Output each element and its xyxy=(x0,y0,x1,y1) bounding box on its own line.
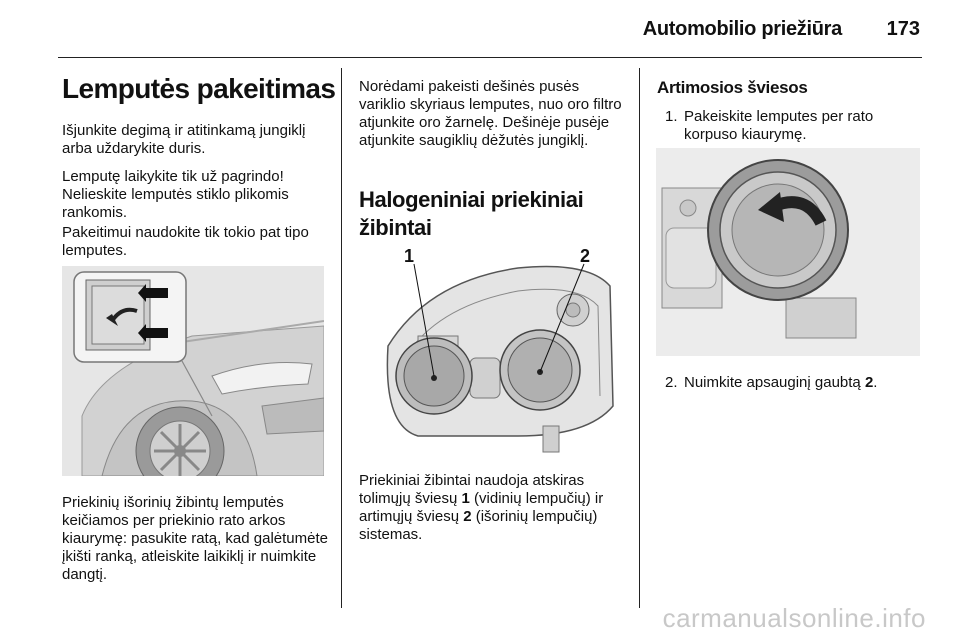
column-divider-1 xyxy=(341,68,342,608)
col2-paragraph-2 xyxy=(359,472,629,544)
headlamp-drawing xyxy=(358,246,620,458)
col1-paragraph-3: Pakeitimui naudokite tik tokio pat tipo lemputes. xyxy=(62,224,309,259)
step-2-text-a: Nuimkite apsauginį gaubtą xyxy=(684,374,865,391)
low-beam-title: Artimosios šviesos xyxy=(657,78,808,97)
section-title: Lemputės pakeitimas xyxy=(62,73,336,104)
car-front-drawing xyxy=(62,266,324,476)
step-2-ref: 2 xyxy=(864,374,874,391)
col2-paragraph-2-text-e: (išorinių lempučių) sistemas. xyxy=(359,508,598,543)
col2-paragraph-2-ref-2: 2 xyxy=(463,508,472,525)
header-rule xyxy=(58,57,922,58)
step-1-text: Pakeiskite lemputes per rato korpuso kiaurymę. xyxy=(684,108,874,143)
col2-paragraph-1: Norėdami pakeisti dešinės pusės variklio skyriaus lemputes, nuo oro filtro atjunkite oro žarnelę. Dešinėje pusėje atjunkite saugiklių dėžutės jungiklį. xyxy=(359,78,622,149)
low-beam-cover-illustration xyxy=(656,148,920,356)
step-2-text-c: . xyxy=(873,374,878,391)
col1-paragraph-2: Lemputę laikykite tik už pagrindo! Nelieskite lemputės stiklo plikomis rankomis. xyxy=(62,168,289,221)
col1-paragraph-4: Priekinių išorinių žibintų lemputės keičiamos per priekinio rato arkos kiaurymę: pasukite ratą, kad galėtumėte įkišti ranką, atleiskite laikiklį ir nuimkite dangtį. xyxy=(62,494,328,583)
subsection-title: Halogeniniai priekiniai žibintai xyxy=(359,187,584,240)
step-2-text xyxy=(684,374,918,392)
page-number: 173 xyxy=(886,18,920,40)
cover-rotation-drawing xyxy=(656,148,920,356)
headlamp-illustration xyxy=(358,246,620,458)
col2-paragraph-2-text-a: Priekiniai žibintai naudoja atskiras tolimųjų šviesų xyxy=(359,472,585,507)
col2-paragraph-2-text-c: (vidinių lempučių) ir artimųjų šviesų xyxy=(359,490,604,525)
col1-paragraph-1: Išjunkite degimą ir atitinkamą jungiklį arba uždarykite duris. xyxy=(62,122,306,157)
column-divider-2 xyxy=(639,68,640,608)
header-title: Automobilio priežiūra xyxy=(642,18,842,40)
wheel-arch-illustration xyxy=(62,266,324,476)
step-2-number: 2. xyxy=(665,374,678,391)
page-header xyxy=(0,0,960,62)
figure-label-2: 2 xyxy=(580,246,591,266)
watermark: carmanualsonline.info xyxy=(662,603,926,633)
col2-paragraph-2-ref-1: 1 xyxy=(461,490,470,507)
step-1-number: 1. xyxy=(665,108,678,125)
figure-label-1: 1 xyxy=(404,246,415,266)
